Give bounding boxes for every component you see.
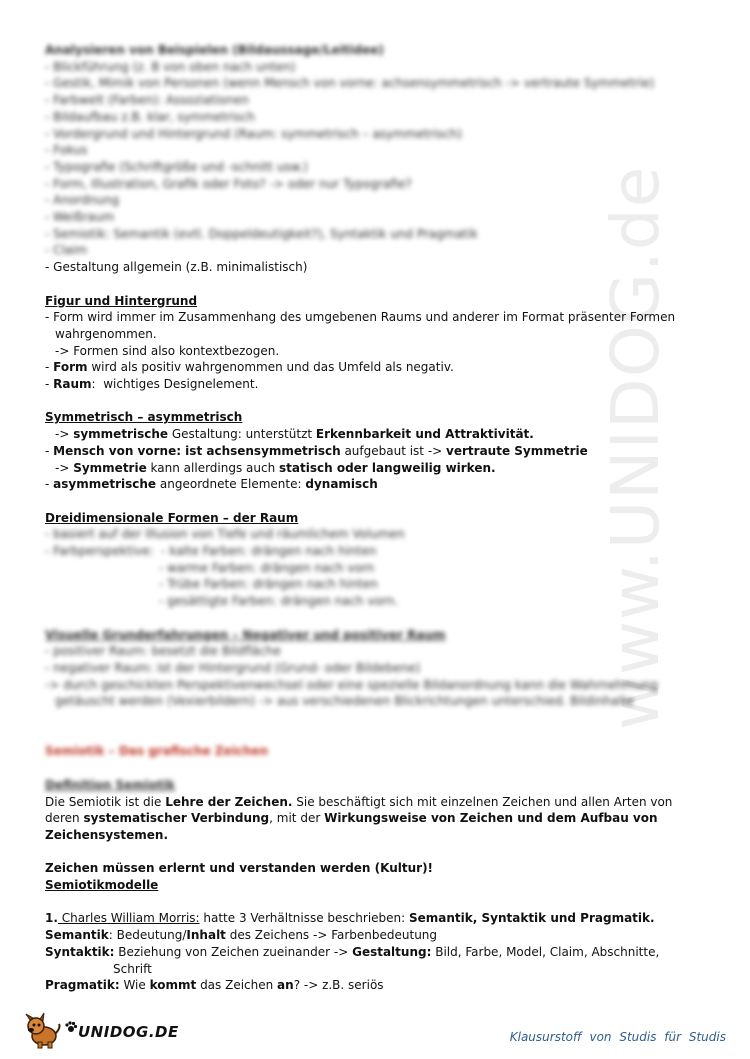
list-item: - Form, Illustration, Grafik oder Foto? -> oder nur Typografie? bbox=[45, 176, 412, 191]
list-item: - Farbwelt (Farben): Assoziationen bbox=[45, 93, 249, 108]
list-item: - Gestaltung allgemein (z.B. minimalistisch) bbox=[45, 260, 308, 275]
list-item: Semantik: Bedeutung/Inhalt des Zeichens -> Farbenbedeutung bbox=[45, 928, 438, 943]
list-item: - Bildaufbau z.B. klar, symmetrisch bbox=[45, 109, 255, 124]
subsection-title: Semiotikmodelle bbox=[45, 878, 159, 893]
footer-tagline: Klausurstoff von Studis für Studis bbox=[509, 1030, 726, 1044]
list-item: - negativer Raum: ist der Hintergrund (Grund- oder Bildebene) bbox=[45, 660, 421, 675]
dog-icon bbox=[22, 1012, 62, 1050]
list-item: - Form wird als positiv wahrgenommen und das Umfeld als negativ. bbox=[45, 360, 454, 375]
list-item: -> Symmetrie kann allerdings auch statisch oder langweilig wirken. bbox=[55, 460, 496, 475]
list-item: - Gestik, Mimik von Personen (wenn Mensch von vorne: achsensymmetrisch -> vertraute Symmetrie) bbox=[45, 76, 655, 91]
list-item: -> symmetrische Gestaltung: unterstützt Erkennbarkeit und Attraktivität. bbox=[55, 427, 534, 442]
section-title: Analysieren von Beispielen (Bildaussage/Leitidee) bbox=[45, 43, 384, 57]
unidog-logo[interactable] bbox=[22, 1012, 179, 1052]
list-item: - Vordergrund und Hintergrund (Raum: symmetrisch – asymmetrisch) bbox=[45, 126, 463, 141]
list-item: -> Formen sind also kontextbezogen. bbox=[55, 343, 280, 358]
list-item: - Blickführung (z. B von oben nach unten) bbox=[45, 59, 296, 74]
section-title: Visuelle Grunderfahrungen – Negativer und positiver Raum bbox=[45, 627, 446, 642]
list-item: - Semiotik: Semantik (evtl. Doppeldeutigkeit?), Syntaktik und Pragmatik bbox=[45, 226, 478, 241]
list-item: - asymmetrische angeordnete Elemente: dynamisch bbox=[45, 477, 378, 492]
list-item: - gesättigte Farben: drängen nach vorn. bbox=[159, 594, 399, 609]
list-item: Schrift bbox=[113, 961, 152, 976]
list-item: -> durch geschickten Perspektivenwechsel oder eine spezielle Bildanordnung kann die Wahrnehmung bbox=[45, 677, 658, 692]
note: Zeichen müssen erlernt und verstanden werden (Kultur)! bbox=[45, 861, 434, 876]
section-title: Semiotik – Das grafische Zeichen bbox=[45, 744, 269, 759]
list-item: Pragmatik: Wie kommt das Zeichen an? -> z.B. seriös bbox=[45, 978, 384, 993]
watermark-text: www.UNIDOG.de bbox=[597, 165, 674, 730]
section-title: Figur und Hintergrund bbox=[45, 293, 198, 308]
list-item: - positiver Raum: besetzt die Bildfläche bbox=[45, 644, 281, 659]
list-item: - Weißraum bbox=[45, 210, 115, 225]
footer bbox=[0, 1010, 750, 1059]
logo-text: UNIDOG.DE bbox=[78, 1023, 179, 1041]
list-item: - Mensch von vorne: ist achsensymmetrisch aufgebaut ist -> vertraute Symmetrie bbox=[45, 443, 588, 458]
list-item: - Typografie (Schriftgröße und -schnitt usw.) bbox=[45, 159, 308, 174]
section-title: Dreidimensionale Formen – der Raum bbox=[45, 510, 299, 525]
document-body bbox=[45, 42, 705, 994]
list-item: - Raum: wichtiges Designelement. bbox=[45, 377, 259, 392]
list-item: Syntaktik: Beziehung von Zeichen zueinander -> Gestaltung: Bild, Farbe, Model, Claim, Abschnitte, bbox=[45, 944, 660, 959]
list-item: - Form wird immer im Zusammenhang des umgebenen Raums und anderer im Format präsenter Formen bbox=[45, 310, 676, 325]
list-item: 1. Charles William Morris: hatte 3 Verhältnisse beschrieben: Semantik, Syntaktik und Pragmatik. bbox=[45, 911, 655, 926]
list-item: - Anordnung bbox=[45, 193, 120, 208]
list-item: wahrgenommen. bbox=[55, 326, 157, 341]
list-item: - basiert auf der Illusion von Tiefe und räumlichem Volumen bbox=[45, 527, 405, 542]
list-item: - Trübe Farben: drängen nach hinten bbox=[159, 577, 378, 592]
section-title: Symmetrisch – asymmetrisch bbox=[45, 410, 243, 425]
list-item: - Fokus bbox=[45, 143, 88, 158]
paragraph: Die Semiotik ist die Lehre der Zeichen. Sie beschäftigt sich mit einzelnen Zeichen und allen Arten von deren systematischer Verbindung, mit der Wirkungsweise von Zeichen und dem Aufbau von Zeichensystemen. bbox=[45, 794, 673, 842]
subsection-title: Definition Semiotik bbox=[45, 777, 175, 792]
paw-icon bbox=[64, 1020, 78, 1034]
list-item: - warme Farben: drängen nach vorn bbox=[159, 560, 375, 575]
list-item: - Claim bbox=[45, 243, 88, 258]
list-item: getäuscht werden (Vexierbildern) -> aus verschiedenen Blickrichtungen unterschied. Bildinhalte bbox=[55, 694, 634, 709]
list-item: - Farbperspektive: - kalte Farben: drängen nach hinten bbox=[45, 544, 377, 559]
